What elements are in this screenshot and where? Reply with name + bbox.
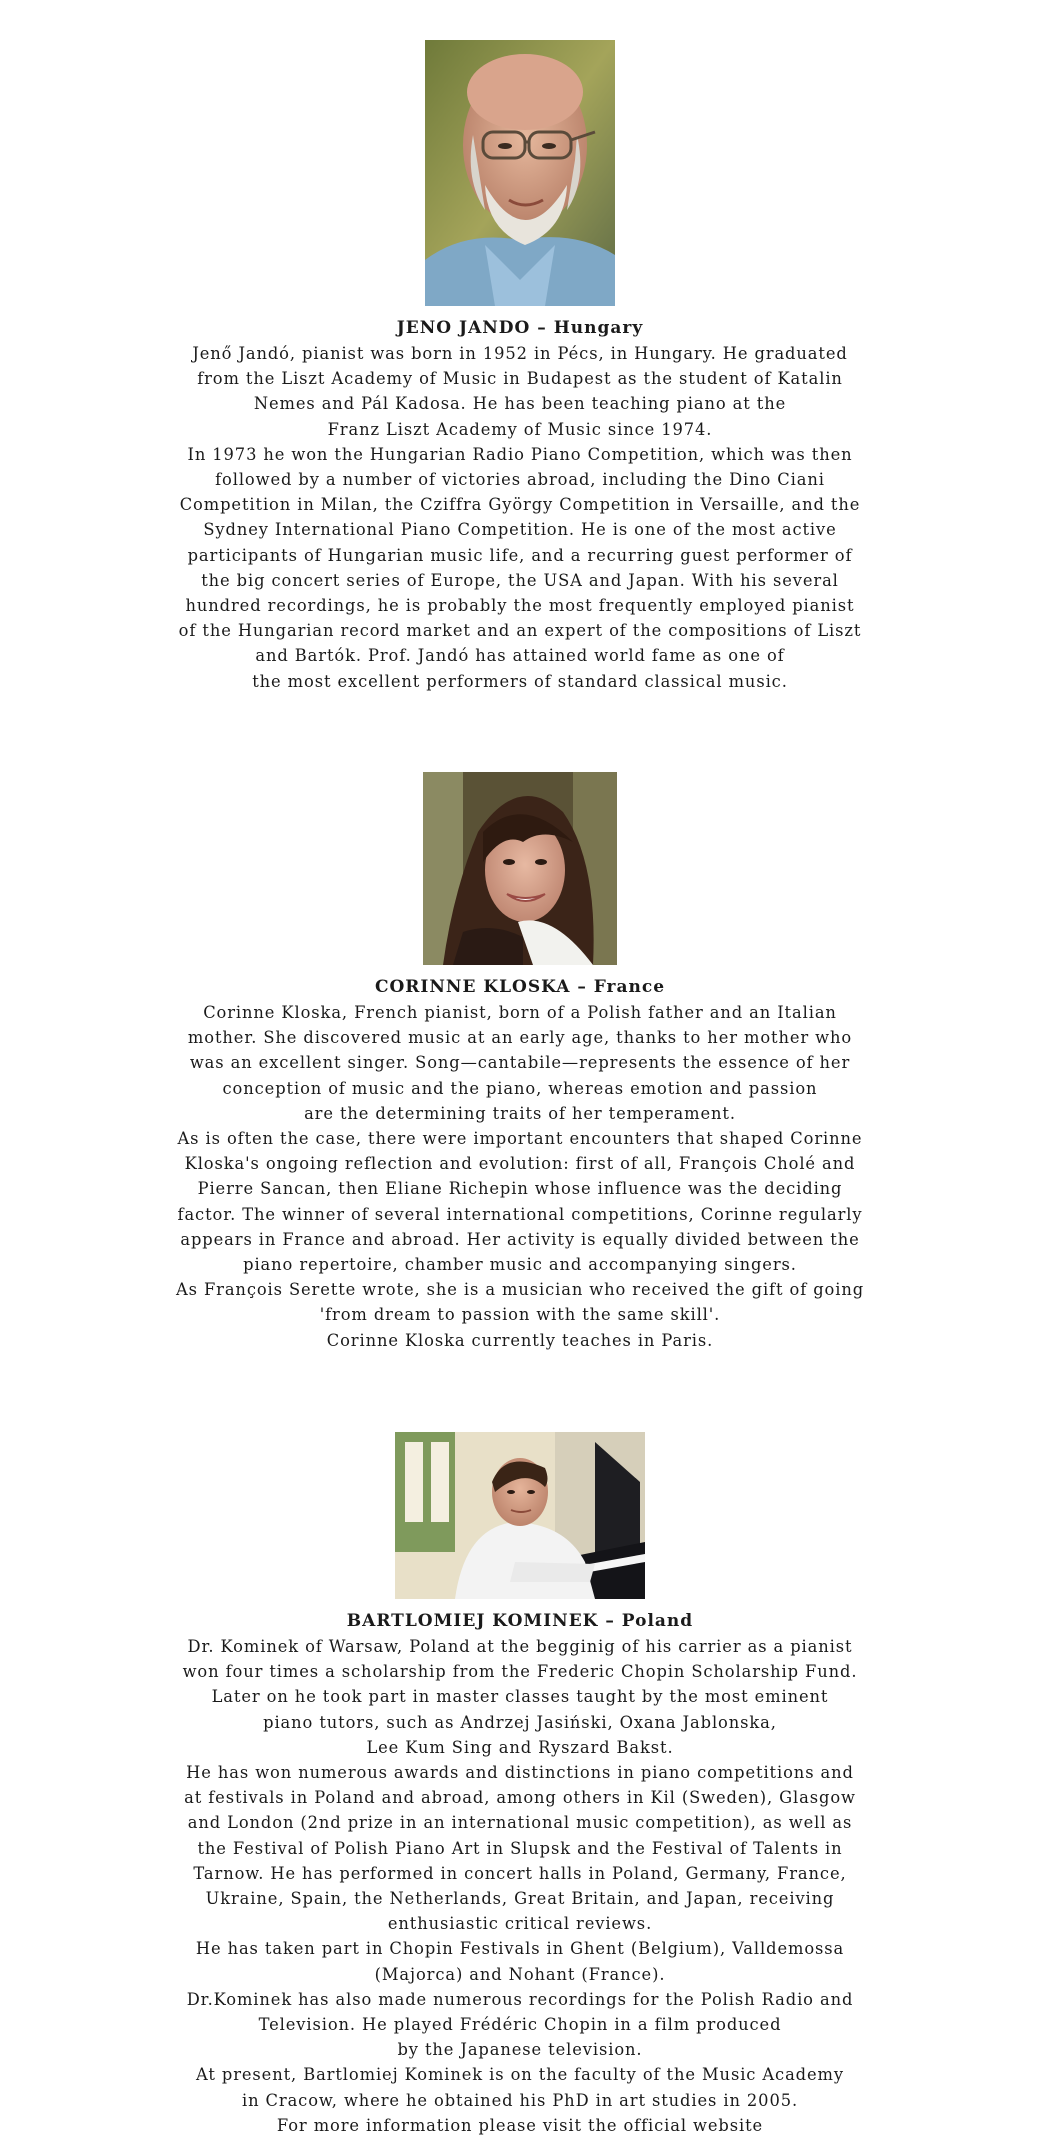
bio-paragraph: [0, 1634, 1040, 1760]
bio-line: appears in France and abroad. Her activity is equally divided between the: [180, 1229, 860, 1249]
bio-line: the most excellent performers of standard classical music.: [252, 671, 788, 691]
bio-line: At present, Bartlomiej Kominek is on the faculty of the Music Academy: [196, 2065, 844, 2085]
bio-kloska: [0, 772, 1040, 1353]
bio-line: He has taken part in Chopin Festivals in Ghent (Belgium), Valldemossa: [195, 1939, 845, 1959]
bio-line: at festivals in Poland and abroad, among others in Kil (Sweden), Glasgow: [184, 1788, 856, 1808]
bio-name: CORINNE KLOSKA – France: [374, 977, 666, 997]
photo-jando: [425, 40, 615, 306]
bio-paragraph: [0, 2113, 1040, 2138]
bio-line: mother. She discovered music at an early age, thanks to her mother who: [187, 1028, 853, 1048]
bio-line: Dr.Kominek has also made numerous recordings for the Polish Radio and: [186, 1989, 854, 2009]
bio-line: Jenő Jandó, pianist was born in 1952 in Pécs, in Hungary. He graduated: [192, 344, 848, 363]
bio-line: piano tutors, such as Andrzej Jasiński, Oxana Jablonska,: [263, 1712, 777, 1732]
bio-paragraph: [0, 1277, 1040, 1327]
bio-name: BARTLOMIEJ KOMINEK – Poland: [346, 1611, 694, 1631]
bio-line: He has won numerous awards and distinctions in piano competitions and: [186, 1763, 854, 1783]
bio-line: Franz Liszt Academy of Music since 1974.: [327, 419, 713, 439]
photo-kloska: [423, 772, 617, 965]
bio-line: and Bartók. Prof. Jandó has attained world fame as one of: [255, 646, 785, 666]
bio-line: Corinne Kloska currently teaches in Paris.: [326, 1330, 714, 1350]
bio-paragraph: [0, 442, 1040, 694]
bio-line: Lee Kum Sing and Ryszard Bakst.: [366, 1737, 674, 1757]
bio-jando: [0, 40, 1040, 694]
bio-line: Television. He played Frédéric Chopin in a film produced: [258, 2015, 782, 2035]
bio-line: factor. The winner of several international competitions, Corinne regularly: [177, 1204, 863, 1224]
bio-kominek: [0, 1432, 1040, 2138]
bio-paragraph: [0, 1126, 1040, 1277]
photo-kominek: [395, 1432, 645, 1599]
bio-line: the Festival of Polish Piano Art in Slupsk and the Festival of Talents in: [197, 1838, 843, 1858]
bio-line: Competition in Milan, the Cziffra György Competition in Versaille, and the: [179, 495, 861, 515]
bio-line: participants of Hungarian music life, and a recurring guest performer of: [187, 545, 853, 565]
bio-paragraph: [0, 1987, 1040, 2063]
bio-line: Sydney International Piano Competition. He is one of the most active: [203, 520, 837, 540]
bio-line: As François Serette wrote, she is a musician who received the gift of going: [175, 1280, 865, 1300]
bio-line: Pierre Sancan, then Eliane Richepin whose influence was the deciding: [197, 1179, 843, 1199]
bio-paragraph: [0, 1936, 1040, 1986]
bio-line: (Majorca) and Nohant (France).: [374, 1964, 666, 1984]
bio-line: conception of music and the piano, whereas emotion and passion: [222, 1078, 818, 1098]
bio-line: the big concert series of Europe, the USA and Japan. With his several: [201, 570, 839, 590]
bio-paragraph: [0, 1760, 1040, 1936]
bio-line: For more information please visit the official website: [276, 2115, 764, 2135]
bio-line: by the Japanese television.: [397, 2040, 643, 2060]
bio-line: followed by a number of victories abroad, including the Dino Ciani: [215, 470, 825, 490]
bio-line: Kloska's ongoing reflection and evolution: first of all, François Cholé and: [184, 1154, 856, 1174]
bio-line: As is often the case, there were important encounters that shaped Corinne: [177, 1129, 863, 1149]
bio-line: won four times a scholarship from the Frederic Chopin Scholarship Fund.: [182, 1662, 858, 1682]
bio-line: 'from dream to passion with the same skill'.: [319, 1305, 721, 1325]
bio-line: in Cracow, where he obtained his PhD in art studies in 2005.: [241, 2090, 799, 2110]
bio-line: was an excellent singer. Song—cantabile—represents the essence of her: [189, 1053, 851, 1073]
bio-paragraph: [0, 1328, 1040, 1353]
bio-line: of the Hungarian record market and an expert of the compositions of Liszt: [178, 621, 862, 641]
bio-line: hundred recordings, he is probably the most frequently employed pianist: [185, 596, 855, 616]
bio-line: Ukraine, Spain, the Netherlands, Great Britain, and Japan, receiving: [205, 1889, 835, 1909]
bio-line: from the Liszt Academy of Music in Budapest as the student of Katalin: [197, 369, 843, 389]
bio-paragraph: [0, 2062, 1040, 2112]
bio-line: enthusiastic critical reviews.: [387, 1914, 653, 1934]
bio-line: Corinne Kloska, French pianist, born of a Polish father and an Italian: [203, 1003, 837, 1022]
bio-line: Later on he took part in master classes taught by the most eminent: [211, 1687, 829, 1707]
bio-line: piano repertoire, chamber music and accompanying singers.: [243, 1255, 797, 1275]
bio-name: JENO JANDO – Hungary: [396, 318, 644, 338]
bio-paragraph: [0, 341, 1040, 442]
bio-line: are the determining traits of her temperament.: [304, 1103, 736, 1123]
bio-line: Nemes and Pál Kadosa. He has been teaching piano at the: [253, 394, 787, 414]
bio-line: In 1973 he won the Hungarian Radio Piano Competition, which was then: [187, 444, 853, 464]
bio-line: and London (2nd prize in an international music competition), as well as: [187, 1813, 853, 1833]
bio-paragraph: [0, 1000, 1040, 1126]
bio-line: Tarnow. He has performed in concert halls in Poland, Germany, France,: [193, 1863, 847, 1883]
bio-line: Dr. Kominek of Warsaw, Poland at the begginig of his carrier as a pianist: [187, 1637, 853, 1656]
